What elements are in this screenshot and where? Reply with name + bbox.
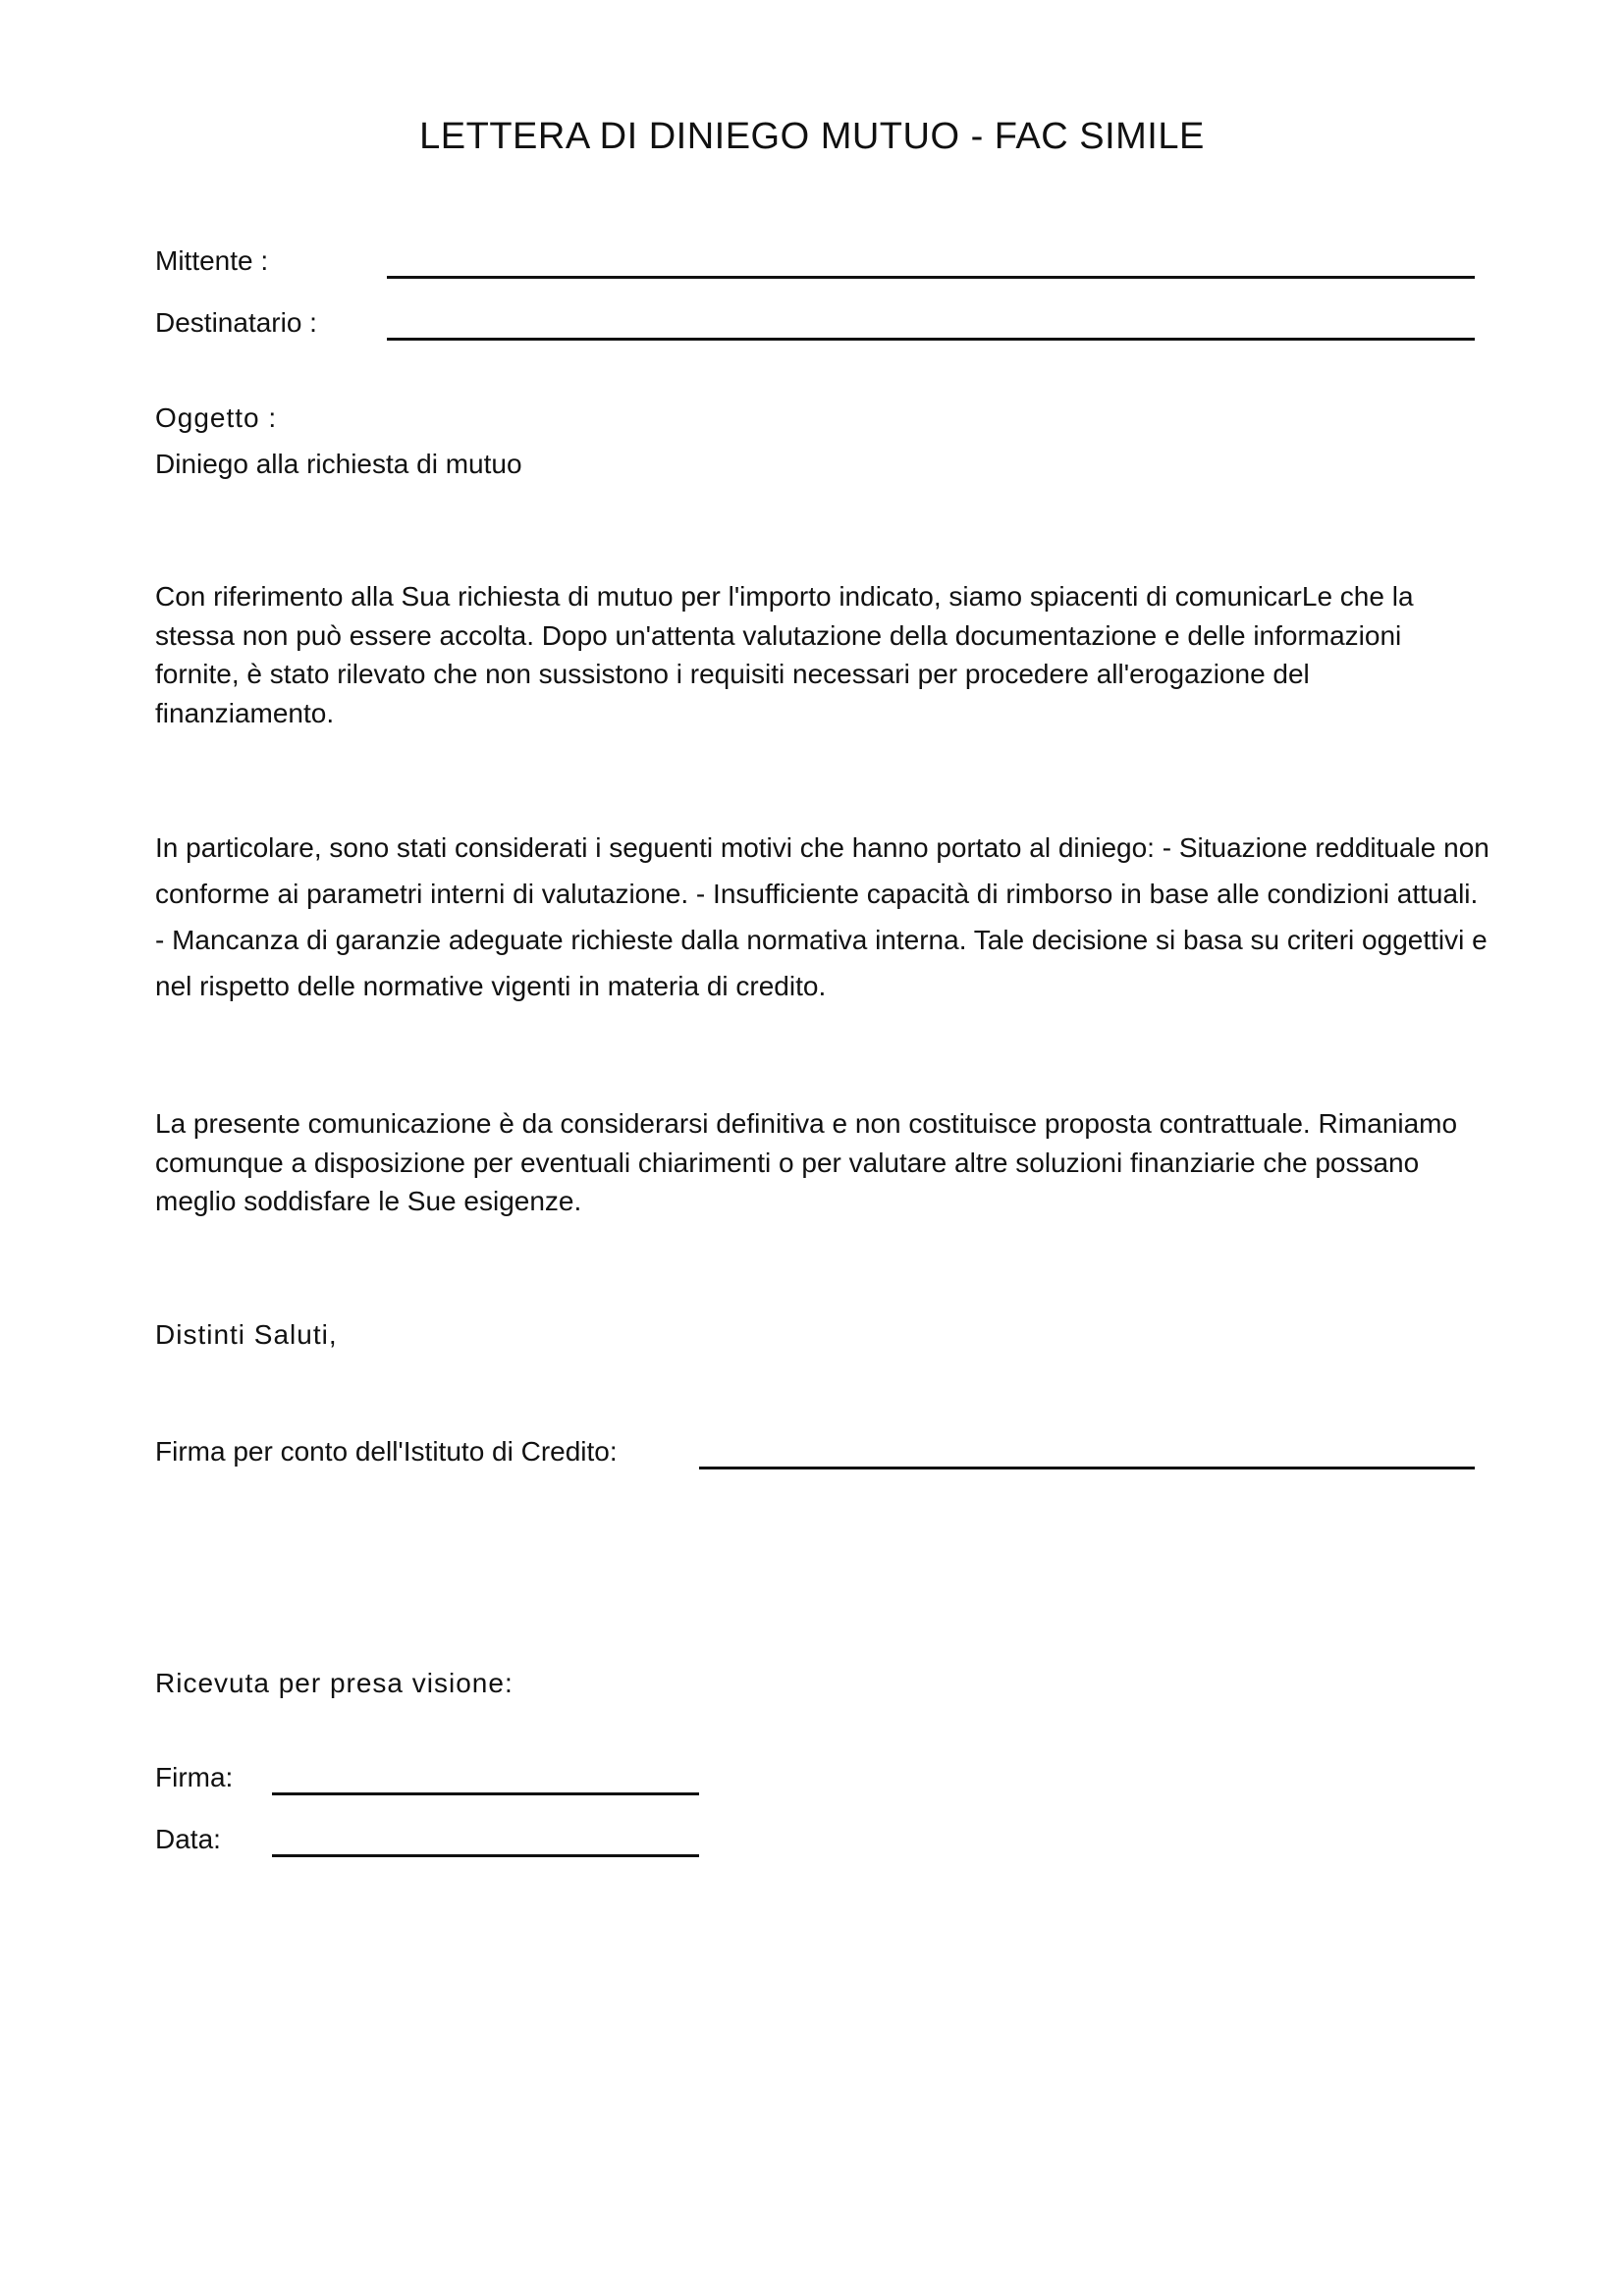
receipt-signature-line[interactable] bbox=[272, 1792, 699, 1795]
body-paragraph-2: In particolare, sono stati considerati i seguenti motivi che hanno portato al diniego: - Situazione reddituale non conforme ai parametri interni di valutazione. - Insufficiente capacità di rimborso in base alle condizioni attuali. - Mancanza di garanzie adeguate richieste dalla normativa interna. Tale decisione si basa su criteri oggettivi e nel rispetto delle normative vigenti in materia di credito. bbox=[155, 832, 1489, 1001]
receipt-signature-label: Firma: bbox=[155, 1762, 234, 1792]
subject-text: Diniego alla richiesta di mutuo bbox=[155, 449, 522, 479]
document-title: LETTERA DI DINIEGO MUTUO - FAC SIMILE bbox=[419, 116, 1205, 157]
receipt-date-field bbox=[155, 1822, 705, 1861]
receipt-date-label: Data: bbox=[155, 1824, 221, 1854]
recipient-field bbox=[155, 305, 1481, 345]
closing-text: Distinti Saluti, bbox=[155, 1319, 338, 1350]
receipt-signature-field bbox=[155, 1760, 705, 1799]
recipient-label: Destinatario : bbox=[155, 307, 317, 338]
institution-signature-line[interactable] bbox=[699, 1467, 1475, 1469]
institution-signature-field bbox=[155, 1434, 1481, 1473]
subject-label: Oggetto : bbox=[155, 402, 278, 433]
institution-signature-label: Firma per conto dell'Istituto di Credito: bbox=[155, 1436, 618, 1467]
sender-label: Mittente : bbox=[155, 245, 269, 276]
sender-input-line[interactable] bbox=[387, 276, 1475, 279]
receipt-date-line[interactable] bbox=[272, 1854, 699, 1857]
sender-field bbox=[155, 243, 1481, 283]
receipt-label: Ricevuta per presa visione: bbox=[155, 1668, 514, 1698]
body-paragraph-3: La presente comunicazione è da considerarsi definitiva e non costituisce proposta contrattuale. Rimaniamo comunque a disposizione per eventuali chiarimenti o per valutare altre soluzioni finanziarie che possano meglio soddisfare le Sue esigenze. bbox=[155, 1108, 1458, 1216]
body-paragraph-1: Con riferimento alla Sua richiesta di mutuo per l'importo indicato, siamo spiacenti di comunicarLe che la stessa non può essere accolta. Dopo un'attenta valutazione della documentazione e delle informazioni fornite, è stato rilevato che non sussistono i requisiti necessari per procedere all'erogazione del finanziamento. bbox=[155, 581, 1414, 728]
recipient-input-line[interactable] bbox=[387, 338, 1475, 341]
